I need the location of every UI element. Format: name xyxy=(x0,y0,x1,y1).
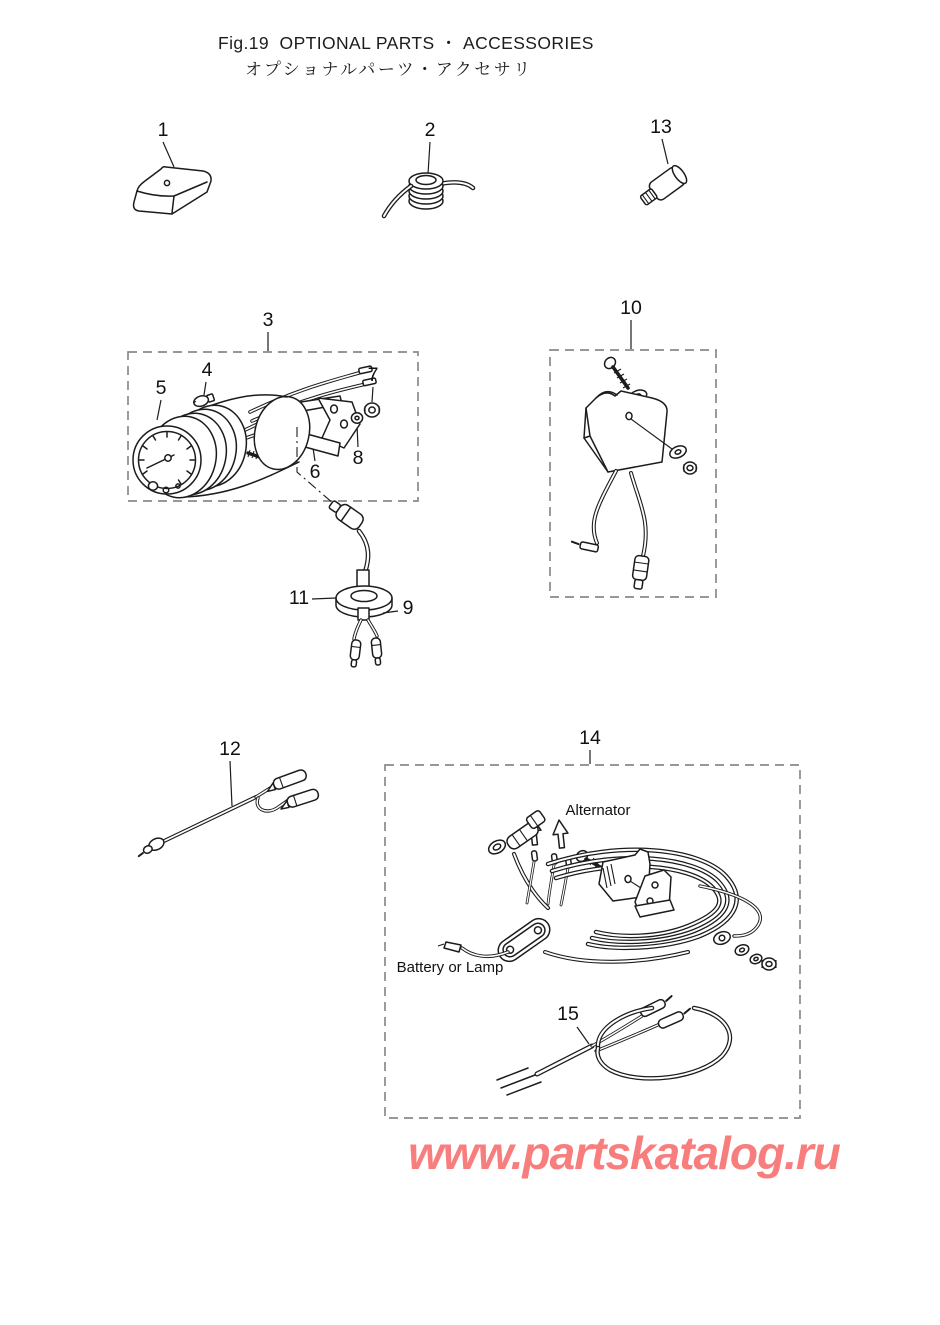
leader-lines xyxy=(157,139,668,1044)
callout-1: 1 xyxy=(157,119,169,141)
part-9-11-lead-grommet-drawing xyxy=(326,497,392,667)
callout-3: 3 xyxy=(262,309,274,331)
part-14-harness-drawing xyxy=(438,810,776,970)
callout-9: 9 xyxy=(402,597,414,619)
figure-title: Fig.19 OPTIONAL PARTS ・ ACCESSORIES xyxy=(218,33,594,53)
callout-6: 6 xyxy=(309,461,321,483)
callout-12: 12 xyxy=(219,738,241,760)
callout-15: 15 xyxy=(557,1003,579,1025)
callout-14: 14 xyxy=(579,727,601,749)
part-2-spring-drawing xyxy=(384,173,473,216)
callout-10: 10 xyxy=(620,297,642,319)
callout-8: 8 xyxy=(352,447,364,469)
part-13-adapter-drawing xyxy=(637,163,689,209)
callout-13: 13 xyxy=(650,116,672,138)
callout-7: 7 xyxy=(367,364,379,386)
annotation-alternator: Alternator xyxy=(565,802,631,819)
part-15-lead-loop-drawing xyxy=(497,994,730,1095)
part-1-tool-bag-drawing xyxy=(134,167,212,214)
callout-4: 4 xyxy=(201,359,213,381)
part-10-rectifier-drawing xyxy=(571,355,697,590)
figure-title-japanese: オプショナルパーツ・アクセサリ xyxy=(245,60,533,79)
annotation-battery-or-lamp: Battery or Lamp xyxy=(396,959,504,976)
watermark-link[interactable]: www.partskatalog.ru xyxy=(408,1127,840,1179)
callout-11: 11 xyxy=(288,587,310,609)
callout-2: 2 xyxy=(424,119,436,141)
callout-5: 5 xyxy=(155,377,167,399)
part-3-meter-kit-drawing xyxy=(133,366,380,504)
part-12-lead-wire-drawing xyxy=(135,769,320,859)
